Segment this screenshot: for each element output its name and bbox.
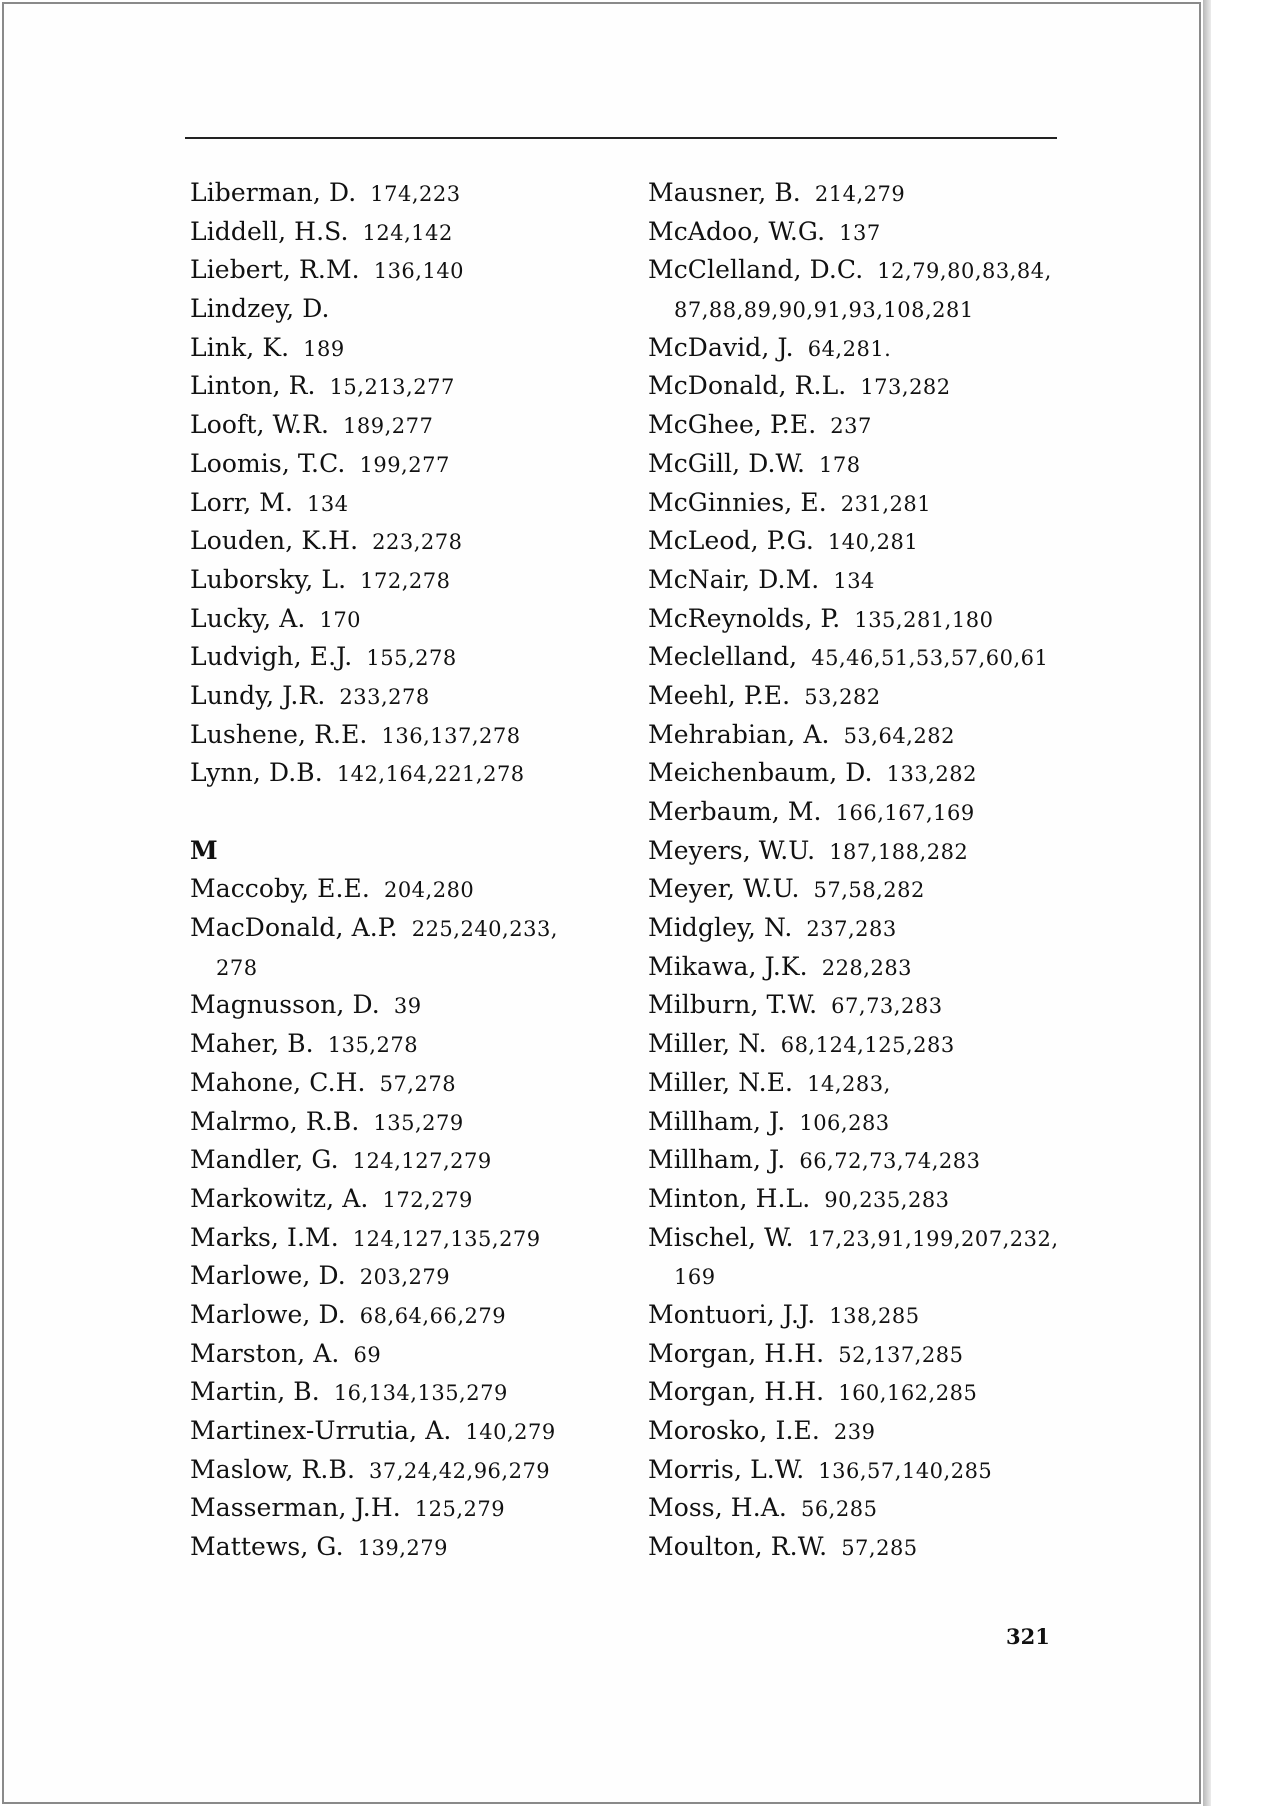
index-entry: [190, 174, 630, 213]
entry-pages: 68,124,125,283: [780, 1033, 955, 1058]
entry-name: Marlowe, D.: [190, 1261, 346, 1291]
index-entry: [648, 1412, 1068, 1451]
index-entry: [648, 174, 1068, 213]
entry-pages: 133,282: [886, 762, 977, 787]
entry-pages: 223,278: [372, 530, 463, 555]
entry-pages: 64,281.: [807, 336, 892, 361]
index-entry: [190, 1103, 630, 1142]
entry-name: Marks, I.M.: [190, 1222, 339, 1252]
entry-pages: 124,127,135,279: [352, 1226, 541, 1251]
index-entry: [190, 909, 630, 948]
entry-pages: 155,278: [366, 646, 457, 671]
index-entry: [648, 1296, 1068, 1335]
index-entry: [648, 406, 1068, 445]
section-spacer: [190, 793, 630, 832]
entry-pages: 137: [839, 220, 881, 245]
entry-name: Magnusson, D.: [190, 990, 380, 1020]
index-entry: [648, 329, 1068, 368]
index-entry: [648, 1373, 1068, 1412]
index-entry: [648, 948, 1068, 987]
entry-name: Liebert, R.M.: [190, 255, 360, 285]
entry-name: Mahone, C.H.: [190, 1067, 366, 1097]
entry-name: McDonald, R.L.: [648, 371, 847, 401]
index-entry: [648, 1103, 1068, 1142]
entry-name: Markowitz, A.: [190, 1183, 369, 1213]
entry-name: McReynolds, P.: [648, 603, 841, 633]
entry-name: Moulton, R.W.: [648, 1532, 828, 1562]
entry-name: Masserman, J.H.: [190, 1493, 401, 1523]
index-entry: [190, 367, 630, 406]
entry-name: Lundy, J.R.: [190, 680, 326, 710]
index-list-m: [190, 870, 630, 1566]
entry-name: Link, K.: [190, 332, 290, 362]
entry-pages: 160,162,285: [838, 1381, 978, 1406]
index-entry: [648, 986, 1068, 1025]
entry-pages: 170: [319, 607, 362, 632]
index-entry: [648, 1180, 1068, 1219]
index-entry: [190, 716, 630, 755]
entry-name: Morgan, H.H.: [648, 1377, 825, 1407]
index-entry: [190, 638, 630, 677]
index-entry: [648, 484, 1068, 523]
entry-pages: 16,134,135,279: [333, 1381, 508, 1406]
entry-name: Lindzey, D.: [190, 294, 330, 324]
index-entry: [648, 1528, 1068, 1567]
entry-name: Luborsky, L.: [190, 564, 347, 594]
index-entry: [648, 870, 1068, 909]
entry-name: Midgley, N.: [648, 913, 793, 943]
entry-pages: 138,285: [829, 1303, 920, 1328]
entry-name: Minton, H.L.: [648, 1183, 811, 1213]
entry-name: Ludvigh, E.J.: [190, 642, 353, 672]
index-entry: [648, 522, 1068, 561]
entry-pages: 68,64,66,279: [359, 1303, 507, 1328]
entry-name: Martin, B.: [190, 1377, 320, 1407]
page-number: 321: [1006, 1624, 1050, 1649]
entry-pages: 12,79,80,83,84,: [877, 259, 1052, 284]
index-list-l: [190, 174, 630, 793]
entry-pages: 225,240,233,: [411, 917, 558, 942]
index-entry: [190, 1025, 630, 1064]
index-entry: [190, 561, 630, 600]
entry-pages: 187,188,282: [829, 839, 969, 864]
index-entry: [190, 677, 630, 716]
index-entry: [190, 1180, 630, 1219]
entry-pages: 233,278: [339, 684, 430, 709]
entry-pages: 139,279: [357, 1536, 448, 1561]
entry-name: Meichenbaum, D.: [648, 758, 873, 788]
entry-pages: 136,57,140,285: [818, 1458, 993, 1483]
entry-name: Mehrabian, A.: [648, 719, 830, 749]
index-entry: [190, 251, 630, 290]
index-entry: [190, 986, 630, 1025]
entry-pages: 37,24,42,96,279: [369, 1458, 551, 1483]
entry-pages: 135,278: [327, 1033, 419, 1058]
index-entry: [190, 1064, 630, 1103]
entry-pages: 136,137,278: [381, 723, 521, 748]
entry-name: Meyers, W.U.: [648, 835, 816, 865]
entry-name: Marston, A.: [190, 1338, 340, 1368]
entry-name: Merbaum, M.: [648, 797, 822, 826]
entry-pages: 237: [830, 414, 872, 439]
page: [2, 2, 1201, 1804]
entry-pages: 142,164,221,278: [336, 762, 525, 787]
index-entry: [648, 1219, 1068, 1258]
entry-name: Morgan, H.H.: [648, 1338, 825, 1368]
entry-name: Mandler, G.: [190, 1145, 339, 1175]
index-entry: [648, 561, 1068, 600]
entry-pages: 57,58,282: [813, 878, 925, 903]
index-entry: [190, 522, 630, 561]
index-entry: [648, 1451, 1068, 1490]
entry-pages: 140,281: [827, 530, 919, 555]
entry-pages: 53,282: [804, 684, 881, 709]
entry-pages: 166,167,169: [835, 801, 975, 825]
entry-name: Loomis, T.C.: [190, 448, 346, 478]
entry-name: Linton, R.: [190, 371, 316, 401]
entry-name: Maccoby, E.E.: [190, 874, 370, 904]
entry-name: Liddell, H.S.: [190, 216, 349, 246]
entry-pages-continued: 278: [216, 955, 258, 980]
index-column-left: [190, 174, 630, 1567]
index-entry: [190, 1528, 630, 1567]
index-entry: [190, 1219, 630, 1258]
entry-name: Liberman, D.: [190, 178, 357, 207]
entry-pages: 67,73,283: [831, 994, 943, 1019]
entry-pages: 106,283: [799, 1110, 890, 1135]
entry-name: Maslow, R.B.: [190, 1454, 355, 1484]
entry-name: Mattews, G.: [190, 1532, 344, 1562]
entry-name: Morris, L.W.: [648, 1454, 805, 1484]
index-entry: [648, 638, 1068, 677]
entry-name: Meehl, P.E.: [648, 680, 791, 710]
entry-pages: 239: [833, 1420, 876, 1444]
index-entry: [648, 1064, 1068, 1103]
entry-pages: 57,285: [841, 1536, 918, 1561]
entry-pages: 56,285: [800, 1497, 878, 1522]
entry-pages: 124,127,279: [352, 1149, 492, 1174]
entry-pages: 172,279: [382, 1187, 473, 1212]
entry-pages: 228,283: [821, 955, 913, 980]
index-entry: [190, 290, 630, 329]
entry-name: Meyer, W.U.: [648, 874, 800, 904]
entry-pages: 189,277: [343, 414, 434, 439]
entry-name: Looft, W.R.: [190, 410, 330, 440]
index-entry: [190, 1141, 630, 1180]
index-entry: [648, 1025, 1068, 1064]
entry-name: McGhee, P.E.: [648, 410, 817, 440]
entry-name: Miller, N.E.: [648, 1067, 794, 1097]
index-entry: [190, 1296, 630, 1335]
entry-pages: 45,46,51,53,57,60,61: [811, 646, 1049, 671]
entry-name: Lushene, R.E.: [190, 719, 368, 749]
entry-name: Milburn, T.W.: [648, 990, 818, 1020]
entry-pages: 199,277: [359, 452, 450, 477]
entry-name: Lorr, M.: [190, 487, 294, 517]
entry-pages: 172,278: [360, 568, 451, 593]
index-entry: [648, 909, 1068, 948]
index-entry: [190, 329, 630, 368]
index-entry: [190, 754, 630, 793]
index-entry: [190, 1373, 630, 1412]
entry-pages: 17,23,91,199,207,232,: [807, 1226, 1059, 1251]
index-entry: [648, 213, 1068, 252]
entry-name: Mischel, W.: [648, 1222, 794, 1252]
index-entry-continuation: [190, 948, 630, 987]
entry-pages: 69: [353, 1342, 382, 1367]
index-entry: [648, 445, 1068, 484]
index-list-m-continued: [648, 174, 1068, 1567]
entry-name: Moss, H.A.: [648, 1493, 787, 1523]
entry-pages: 90,235,283: [824, 1187, 950, 1212]
entry-name: Lucky, A.: [190, 603, 306, 633]
index-entry: [648, 832, 1068, 871]
entry-name: Meclelland,: [648, 642, 798, 672]
entry-name: McDavid, J.: [648, 332, 794, 362]
index-entry: [648, 1141, 1068, 1180]
index-entry: [190, 1335, 630, 1374]
header-rule: [185, 137, 1057, 139]
entry-pages: 178: [819, 452, 861, 477]
index-entry: [648, 1489, 1068, 1528]
index-column-right: [648, 174, 1068, 1567]
index-entry: [190, 600, 630, 639]
index-entry: [190, 1412, 630, 1451]
entry-pages: 134: [833, 568, 875, 593]
index-entry: [648, 793, 1068, 832]
entry-name: McLeod, P.G.: [648, 526, 814, 556]
index-entry: [648, 716, 1068, 755]
entry-pages: 174,223: [370, 182, 461, 206]
entry-name: Miller, N.: [648, 1029, 767, 1059]
index-entry: [190, 484, 630, 523]
entry-pages: 140,279: [465, 1420, 556, 1444]
entry-pages-continued: 169: [674, 1265, 716, 1290]
entry-pages: 204,280: [383, 878, 475, 903]
entry-pages: 66,72,73,74,283: [799, 1149, 981, 1174]
entry-pages: 189: [303, 336, 345, 361]
entry-name: McNair, D.M.: [648, 564, 820, 594]
index-entry: [190, 1257, 630, 1296]
entry-pages: 135,281,180: [854, 607, 994, 632]
entry-pages: 57,278: [379, 1071, 457, 1096]
entry-name: McClelland, D.C.: [648, 255, 864, 285]
page-edge-shadow: [1203, 0, 1211, 1806]
entry-name: Morosko, I.E.: [648, 1416, 820, 1445]
entry-pages: 237,283: [806, 917, 897, 942]
entry-pages-continued: 87,88,89,90,91,93,108,281: [674, 298, 974, 323]
section-letter: M: [190, 835, 218, 865]
index-entry: [190, 445, 630, 484]
entry-pages: 135,279: [373, 1110, 464, 1135]
index-entry: [648, 600, 1068, 639]
entry-name: Louden, K.H.: [190, 526, 359, 556]
index-entry: [190, 870, 630, 909]
index-entry: [190, 213, 630, 252]
index-entry: [648, 1335, 1068, 1374]
entry-pages: 39: [393, 994, 422, 1019]
entry-pages: 214,279: [814, 182, 906, 206]
entry-pages: 173,282: [860, 375, 951, 400]
entry-name: McGill, D.W.: [648, 448, 806, 478]
index-entry: [648, 677, 1068, 716]
entry-pages: 231,281: [840, 491, 932, 516]
index-entry: [190, 1489, 630, 1528]
entry-name: Montuori, J.J.: [648, 1299, 816, 1329]
entry-pages: 15,213,277: [329, 375, 455, 400]
index-entry: [648, 251, 1068, 290]
entry-name: Mausner, B.: [648, 178, 801, 207]
entry-pages: 124,142: [362, 220, 453, 245]
entry-name: Martinex-Urrutia, A.: [190, 1416, 452, 1445]
entry-pages: 53,64,282: [843, 723, 955, 748]
entry-name: Malrmo, R.B.: [190, 1106, 360, 1136]
entry-pages: 125,279: [414, 1497, 506, 1522]
entry-name: Marlowe, D.: [190, 1299, 346, 1329]
entry-name: Millham, J.: [648, 1106, 786, 1136]
entry-name: Lynn, D.B.: [190, 758, 323, 788]
index-entry: [648, 367, 1068, 406]
entry-pages: 134: [307, 491, 349, 516]
index-entry-continuation: [648, 290, 1068, 329]
index-entry: [190, 406, 630, 445]
entry-name: Mikawa, J.K.: [648, 951, 808, 981]
entry-pages: 14,283,: [807, 1071, 891, 1096]
entry-name: Maher, B.: [190, 1029, 314, 1059]
entry-pages: 52,137,285: [838, 1342, 964, 1367]
entry-name: McAdoo, W.G.: [648, 216, 826, 246]
entry-name: MacDonald, A.P.: [190, 913, 398, 943]
index-entry: [190, 1451, 630, 1490]
entry-name: Millham, J.: [648, 1145, 786, 1175]
entry-pages: 203,279: [359, 1265, 451, 1290]
entry-pages: 136,140: [373, 259, 465, 284]
index-entry-continuation: [648, 1257, 1068, 1296]
index-entry: [648, 754, 1068, 793]
entry-name: McGinnies, E.: [648, 487, 827, 517]
